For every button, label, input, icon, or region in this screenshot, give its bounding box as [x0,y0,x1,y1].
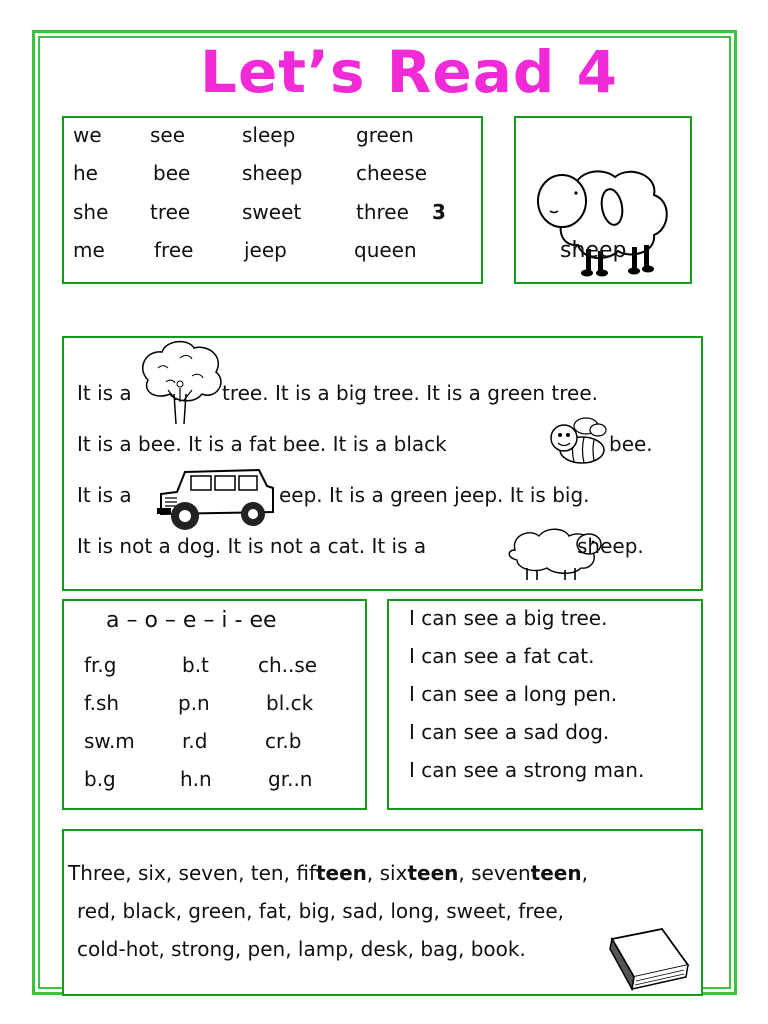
word: free [154,238,194,262]
word: me [73,238,105,262]
vocab-text: Three, six, seven, ten, fif [68,861,316,885]
vocab-suffix-bold: teen [530,861,582,885]
vowel-header: a – o – e – i - ee [106,608,277,633]
sentence: I can see a sad dog. [409,720,610,744]
vowel-word: b.g [84,767,116,791]
vocab-text: , seven [458,861,531,885]
book-icon [604,925,690,995]
page-title: Let’s Read 4 [200,38,618,106]
word: she [73,200,109,224]
word: queen [354,238,417,262]
vocab-line-2: red, black, green, fat, big, sad, long, sweet, free, [77,899,564,923]
word: tree [150,200,191,224]
story-line-4-start: It is not a dog. It is not a cat. It is a [77,534,427,558]
word: three [356,200,409,224]
sentence: I can see a strong man. [409,758,645,782]
story-line-3-end: eep. It is a green jeep. It is big. [279,483,590,507]
vowel-word: ch..se [258,653,318,677]
vowel-word: cr.b [265,729,302,753]
story-line-2-start: It is a bee. It is a fat bee. It is a black [77,432,447,456]
vowel-word: bl.ck [266,691,314,715]
word: jeep [244,238,287,262]
vowel-word: sw.m [84,729,135,753]
sentence: I can see a big tree. [409,606,608,630]
word: he [73,161,98,185]
word: cheese [356,161,428,185]
vowel-word: f.sh [84,691,120,715]
word: see [150,123,186,147]
vowel-word: b.t [182,653,209,677]
word: we [73,123,102,147]
vowel-word: h.n [180,767,212,791]
bee-icon [548,414,610,470]
vocab-text: , six [366,861,408,885]
vowel-word: r.d [182,729,208,753]
vocab-line-1 [68,863,588,883]
sentence: I can see a fat cat. [409,644,595,668]
word: bee [153,161,191,185]
vowel-word: fr.g [84,653,117,677]
vocab-suffix-bold: teen [407,861,459,885]
word: sleep [242,123,296,147]
story-line-3-start: It is a [77,483,132,507]
story-line-4-end: sheep. [577,534,644,558]
vocab-suffix-bold: teen [315,861,367,885]
sheep-label: sheep [560,238,627,263]
jeep-icon [155,464,280,534]
vocab-text: , [581,861,588,885]
word: sweet [242,200,302,224]
word-list-note: 3 [432,200,446,224]
vowel-word: gr..n [268,767,313,791]
word: green [356,123,414,147]
sentence: I can see a long pen. [409,682,618,706]
story-line-1-start: It is a [77,381,132,405]
vowel-word: p.n [178,691,210,715]
word: sheep [242,161,303,185]
story-line-2-end: bee. [609,432,653,456]
tree-icon [136,338,226,426]
story-line-1-end: tree. It is a big tree. It is a green tree. [222,381,599,405]
vocab-line-3: cold-hot, strong, pen, lamp, desk, bag, book. [77,937,526,961]
